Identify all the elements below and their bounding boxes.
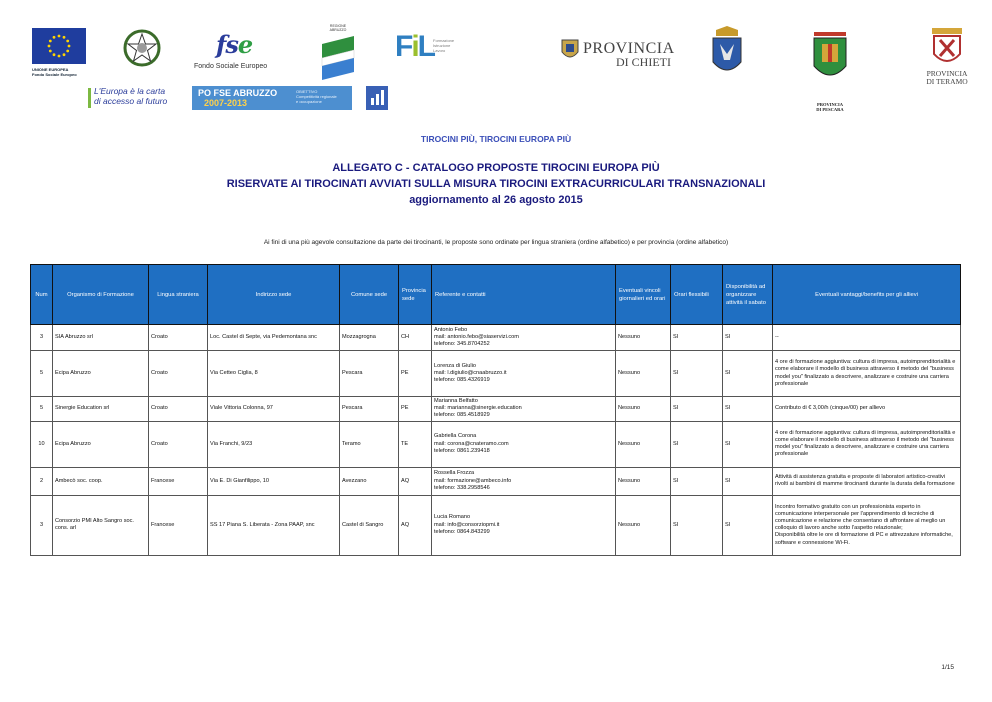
cell-vantaggi: Incontro formativo gratuito con un professionista esperto in comunicazione interpersonale per l'apprendimento di tecniche di comunicazione e relazione che consentano di affrontare al meglio un colloquio di lavoro anche sotto l'aspetto relazionale; Disponibilità oltre le ore di formazione di PC e attrezzature informatiche, software e connessione Wi-Fi. — [773, 495, 961, 555]
cell-comune: Castel di Sangro — [340, 495, 399, 555]
po-fse-band — [192, 86, 352, 110]
col-organismo: Organismo di Formazione — [53, 265, 149, 325]
cell-referente: Gabriella Corona mail: corona@cnateramo.com telefono: 0861.239418 — [432, 421, 616, 467]
proposals-table — [30, 264, 961, 556]
cell-orari: SI — [671, 467, 723, 495]
cell-referente: Marianna Belfatto mail: marianna@sinergie.education telefono: 085.4518929 — [432, 397, 616, 422]
cell-sabato: SI — [723, 351, 773, 397]
table-row — [31, 325, 961, 351]
cell-sabato: SI — [723, 325, 773, 351]
cell-provincia: AQ — [399, 495, 432, 555]
col-num: Num — [31, 265, 53, 325]
europa-slogan — [88, 86, 184, 110]
cell-vantaggi: Contributo di € 3,00/h (cinque/00) per allievo — [773, 397, 961, 422]
provincia-chieti-logo — [560, 38, 675, 69]
cell-vantaggi: Attività di assistenza gratuita e proposte di laboratori artistico-creativi rivolti ai bambini di mamme tirocinanti durante la durata della formazione — [773, 467, 961, 495]
cell-indirizzo: Via E. Di Gianfilippo, 10 — [208, 467, 340, 495]
cell-vantaggi: -- — [773, 325, 961, 351]
cell-indirizzo: Via Cetteo Ciglia, 8 — [208, 351, 340, 397]
table-row — [31, 467, 961, 495]
cell-vincoli: Nessuno — [616, 325, 671, 351]
cell-num: 5 — [31, 351, 53, 397]
cell-organismo: Consorzio PMI Alto Sangro soc. cons. arl — [53, 495, 149, 555]
table-row — [31, 495, 961, 555]
cell-num: 5 — [31, 397, 53, 422]
cell-indirizzo: SS 17 Piana S. Liberata - Zona PAAP, snc — [208, 495, 340, 555]
cell-vincoli: Nessuno — [616, 351, 671, 397]
title-line-2: RISERVATE AI TIROCINATI AVVIATI SULLA MISURA TIROCINI EXTRACURRICULARI TRANSNAZIONALI — [226, 178, 766, 190]
cell-num: 3 — [31, 325, 53, 351]
col-vincoli: Eventuali vincoli giornalieri ed orari — [616, 265, 671, 325]
col-referente: Referente e contatti — [432, 265, 616, 325]
cell-orari: SI — [671, 397, 723, 422]
chieti-text-1: PROVINCIA — [583, 40, 675, 57]
cell-provincia: CH — [399, 325, 432, 351]
cell-organismo: SIA Abruzzo srl — [53, 325, 149, 351]
table-row — [31, 421, 961, 467]
col-indirizzo: Indirizzo sede — [208, 265, 340, 325]
col-vantaggi: Eventuali vantaggi/benefits per gli allievi — [773, 265, 961, 325]
slogan-line-2: di accesso al futuro — [94, 96, 168, 106]
program-logos — [0, 86, 992, 116]
col-lingua: Lingua straniera — [149, 265, 208, 325]
cell-orari: SI — [671, 351, 723, 397]
cell-orari: SI — [671, 421, 723, 467]
cell-lingua: Francese — [149, 467, 208, 495]
cell-referente: Rossella Frozza mail: formazione@ambeco.info telefono: 338.2958546 — [432, 467, 616, 495]
col-provincia: Provincia sede — [399, 265, 432, 325]
fse-logo — [190, 30, 290, 82]
cell-comune: Teramo — [340, 421, 399, 467]
document-titles — [0, 134, 992, 208]
po-fse-objective: OBIETTIVO Competitività regionale e occupazione — [296, 89, 337, 104]
italian-republic-emblem-icon — [122, 28, 162, 68]
cell-comune: Mozzagrogna — [340, 325, 399, 351]
cell-comune: Pescara — [340, 397, 399, 422]
eu-flag-logo — [32, 28, 86, 64]
page-number: 1/15 — [941, 664, 954, 671]
regione-abruzzo-logo — [320, 24, 356, 82]
cell-lingua: Croato — [149, 325, 208, 351]
cell-organismo: Ecipa Abruzzo — [53, 421, 149, 467]
cell-lingua: Croato — [149, 351, 208, 397]
cell-orari: SI — [671, 495, 723, 555]
cell-vantaggi: 4 ore di formazione aggiuntiva: cultura di impresa, autoimprenditorialità e come elaborare il modello di business attraverso il metodo del "business model you" finalizzato a descrivere, analizzare e costruire una carriera professionale — [773, 351, 961, 397]
teramo-text: PROVINCIA DI TERAMO — [926, 69, 968, 86]
cell-lingua: Francese — [149, 495, 208, 555]
provincia-pescara-crest-icon — [810, 26, 850, 88]
provincia-aquila-crest-icon — [708, 26, 746, 86]
cell-sabato: SI — [723, 467, 773, 495]
regione-text: REGIONE ABRUZZO — [329, 24, 347, 32]
chieti-text-2: DI CHIETI — [616, 55, 671, 69]
cell-vincoli: Nessuno — [616, 467, 671, 495]
fse-text: Fondo Sociale Europeo — [194, 63, 268, 70]
cell-sabato: SI — [723, 421, 773, 467]
eu-caption: UNIONE EUROPEA Fondo Sociale Europeo — [32, 67, 77, 77]
cell-provincia: TE — [399, 421, 432, 467]
fil-logo — [395, 32, 465, 72]
cell-provincia: PE — [399, 351, 432, 397]
po-fse-years: 2007-2013 — [204, 98, 248, 108]
pescara-text: PROVINCIA DI PESCARA — [816, 102, 844, 112]
provincia-teramo-crest-icon — [922, 26, 972, 70]
po-fse-title: PO FSE ABRUZZO — [198, 88, 278, 98]
cell-lingua: Croato — [149, 397, 208, 422]
table-row — [31, 397, 961, 422]
col-sabato: Disponibilità ad organizzare attività il sabato — [723, 265, 773, 325]
cell-lingua: Croato — [149, 421, 208, 467]
cell-indirizzo: Viale Vittoria Colonna, 97 — [208, 397, 340, 422]
cell-num: 10 — [31, 421, 53, 467]
col-orari: Orari flessibili — [671, 265, 723, 325]
cell-sabato: SI — [723, 495, 773, 555]
fil-mark-icon: FiL — [395, 30, 434, 63]
cell-num: 3 — [31, 495, 53, 555]
cell-organismo: Ambecò soc. coop. — [53, 467, 149, 495]
cell-referente: Lucia Romano mail: info@consorziopmi.it telefono: 0864.843299 — [432, 495, 616, 555]
document-title — [0, 160, 992, 208]
cell-organismo: Ecipa Abruzzo — [53, 351, 149, 397]
cell-comune: Avezzano — [340, 467, 399, 495]
intro-text: Ai fini di una più agevole consultazione da parte dei tirocinanti, le proposte sono ordinate per lingua straniera (ordine alfabetico) e per provincia (ordine alfabetico) — [263, 239, 729, 246]
cell-referente: Antonio Febo mail: antonio.febo@siaservizi.com telefono: 345.8704252 — [432, 325, 616, 351]
fil-subtitle: Formazione Istruzione Lavoro — [433, 38, 455, 53]
title-line-3: aggiornamento al 26 agosto 2015 — [409, 194, 583, 206]
cell-indirizzo: Via Franchi, 9/23 — [208, 421, 340, 467]
bar-chart-icon — [366, 86, 388, 110]
cell-provincia: AQ — [399, 467, 432, 495]
title-line-1: ALLEGATO C - CATALOGO PROPOSTE TIROCINI EUROPA PIÙ — [332, 162, 660, 174]
cell-vincoli: Nessuno — [616, 495, 671, 555]
slogan-line-1: L'Europa è la carta — [94, 86, 166, 96]
cell-vincoli: Nessuno — [616, 397, 671, 422]
document-subtitle: TIROCINI PIÙ, TIROCINI EUROPA PIÙ — [420, 134, 572, 144]
col-comune: Comune sede — [340, 265, 399, 325]
cell-comune: Pescara — [340, 351, 399, 397]
cell-referente: Lorenza di Giulio mail: l.digiulio@cnaabruzzo.it telefono: 085.4326919 — [432, 351, 616, 397]
cell-num: 2 — [31, 467, 53, 495]
cell-sabato: SI — [723, 397, 773, 422]
cell-indirizzo: Loc. Castel di Septe, via Pedemontana snc — [208, 325, 340, 351]
cell-vantaggi: 4 ore di formazione aggiuntiva: cultura di impresa, autoimprenditorialità e come elaborare il modello di business attraverso il metodo del "business model you" finalizzato a descrivere, analizzare e costruire una carriera professionale — [773, 421, 961, 467]
table-header-row — [31, 265, 961, 325]
fse-mark-icon: fse — [216, 30, 253, 59]
slogan-bar — [88, 88, 91, 108]
table-row — [31, 351, 961, 397]
cell-orari: SI — [671, 325, 723, 351]
cell-vincoli: Nessuno — [616, 421, 671, 467]
cell-organismo: Sinergie Education srl — [53, 397, 149, 422]
chieti-crest-icon — [560, 38, 580, 62]
cell-provincia: PE — [399, 397, 432, 422]
